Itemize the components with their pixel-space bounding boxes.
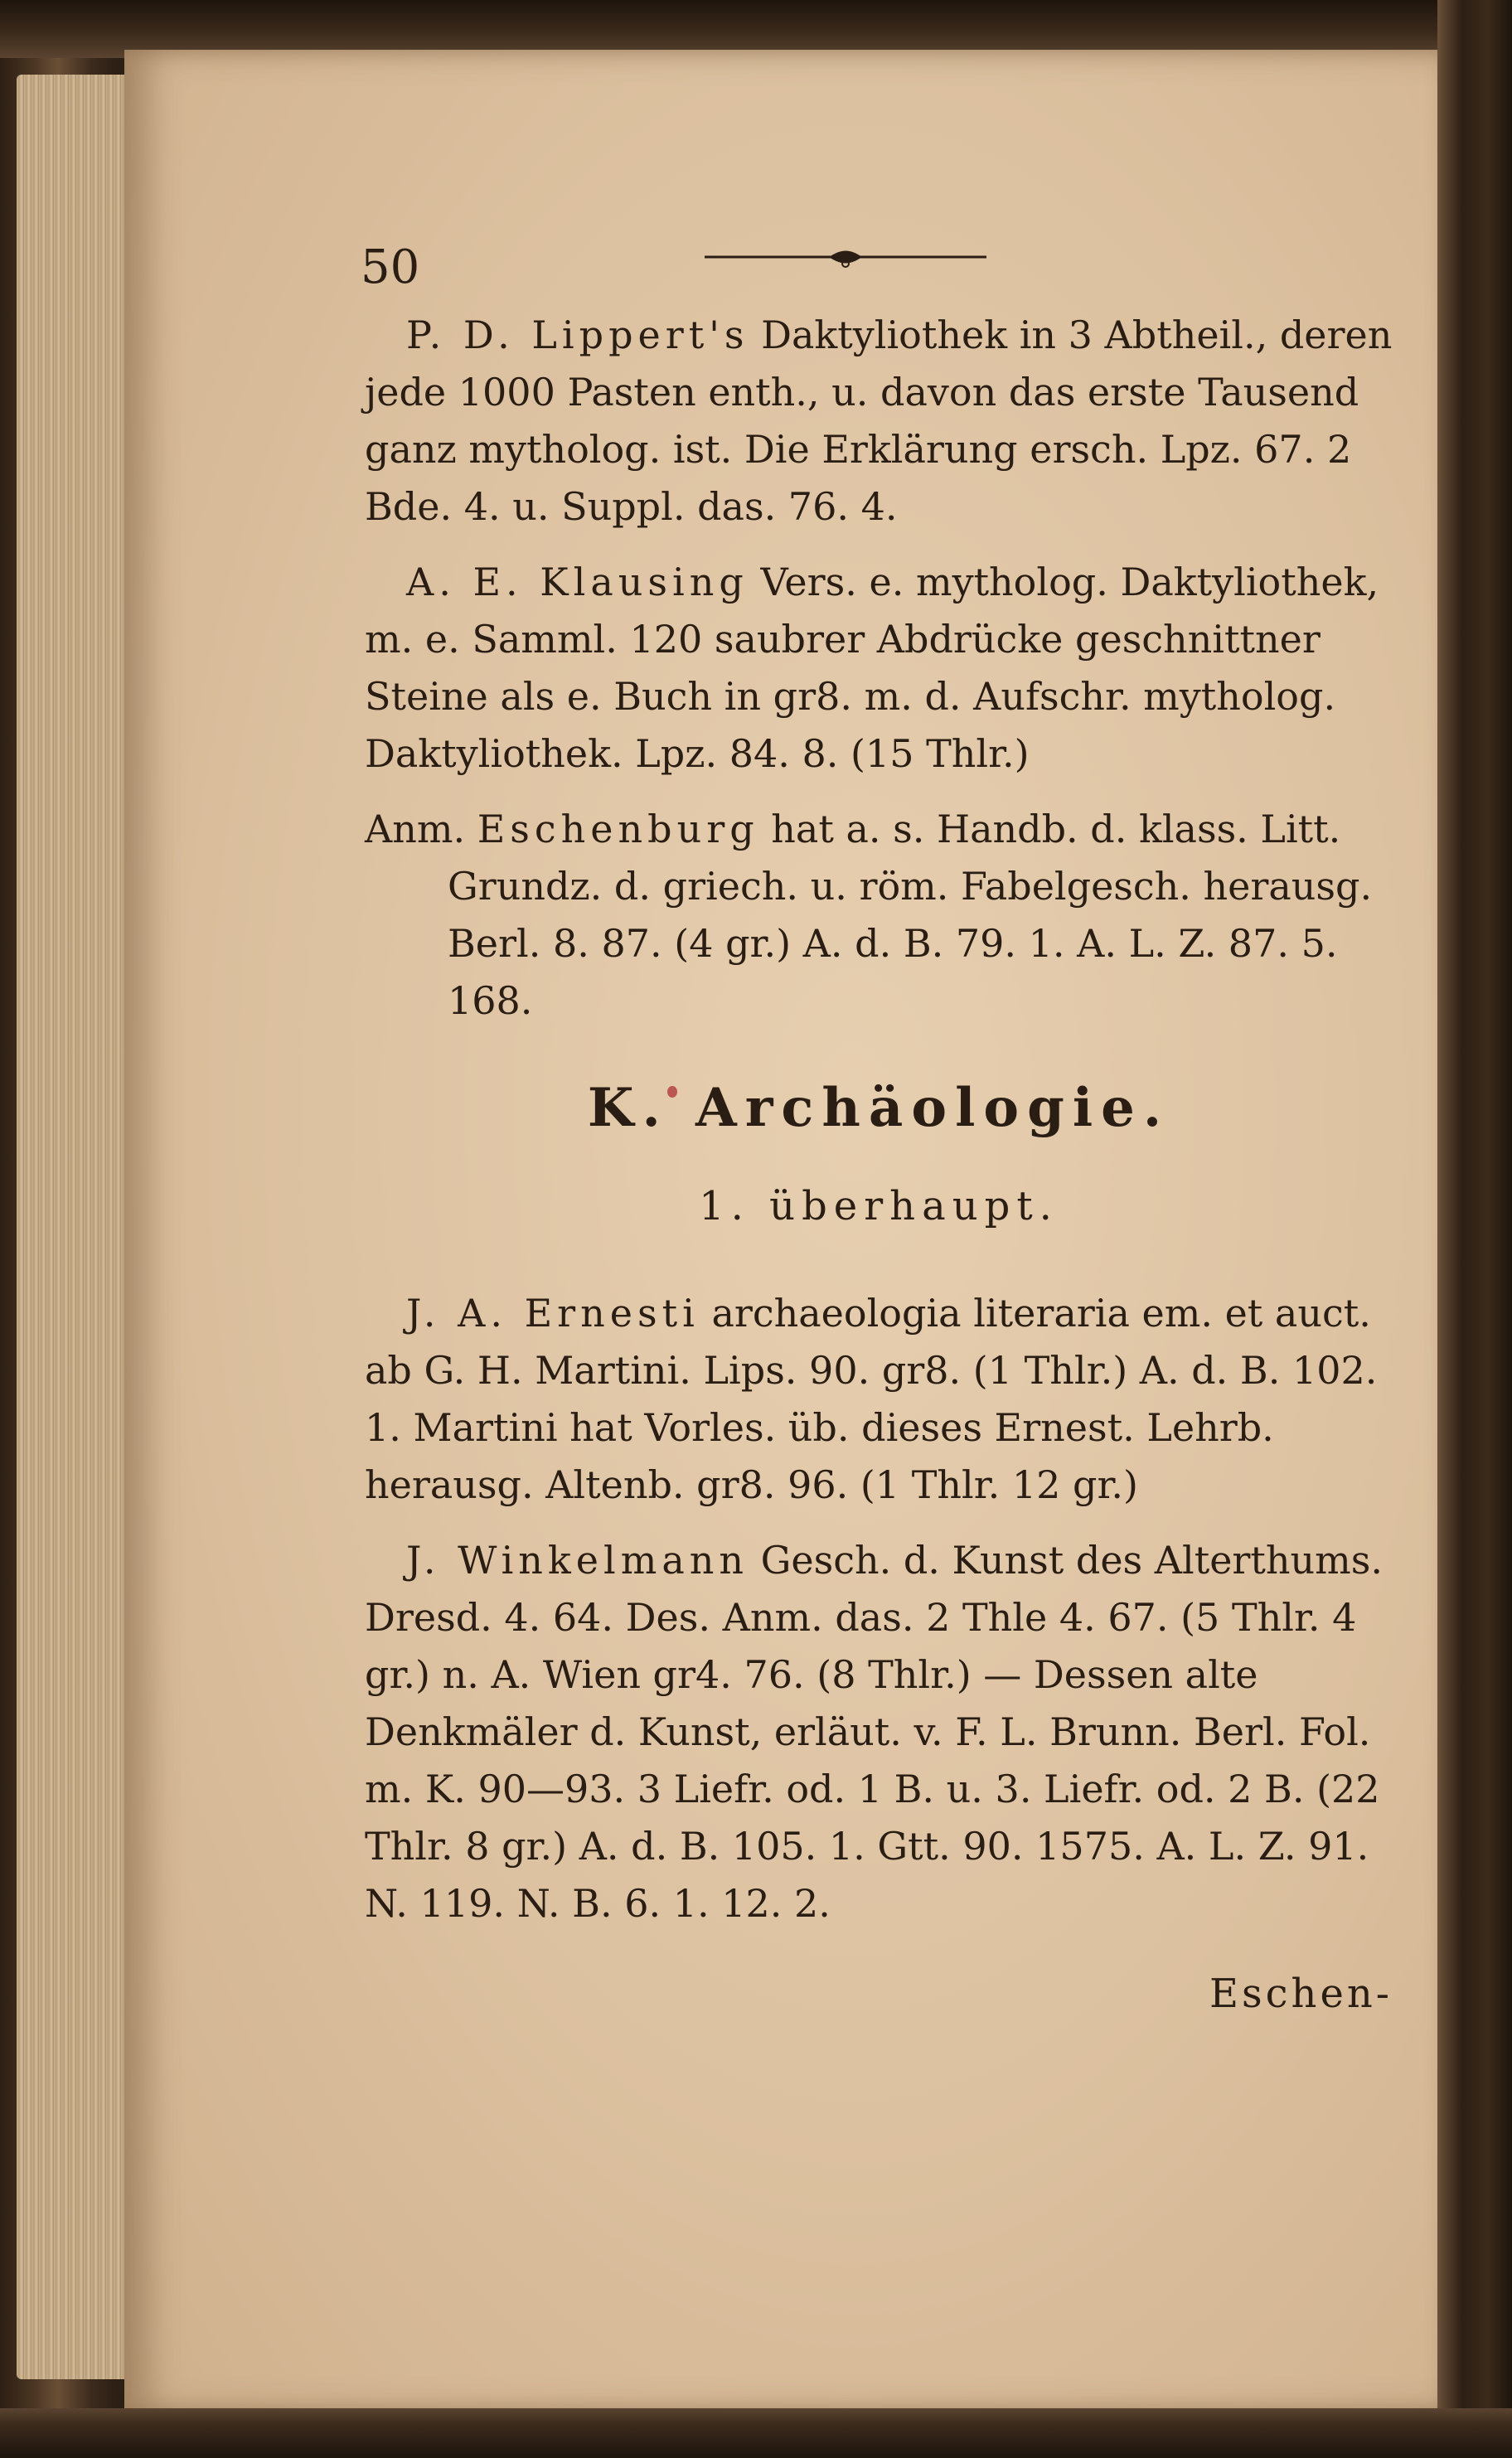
subsection-heading: 1. überhaupt.: [699, 1183, 1059, 1229]
section-title: Archäologie.: [695, 1077, 1170, 1139]
entry-klausing: [365, 554, 1393, 783]
catchword: Eschen-: [1209, 1971, 1393, 2017]
entry-author: P. D. Lippert's: [406, 313, 749, 357]
entry-text: Daktyliothek in 3 Abtheil., deren jede 1000 Pasten enth., u. davon das erste Tausend ganz mytholog. ist. Die Erklärung ersch. Lpz. 67. 2 Bde. 4. u. Suppl. das. 76. 4.: [365, 313, 1393, 529]
entry-text: Gesch. d. Kunst des Alterthums. Dresd. 4. 64. Des. Anm. das. 2 Thle 4. 67. (5 Thlr. 4 gr.) n. A. Wien gr4. 76. (8 Thlr.) — Dessen alte Denkmäler d. Kunst, erläut. v. F. L. Brunn. Berl. Fol. m. K. 90—93. 3 Liefr. od. 1 B. u. 3. Liefr. od. 2 B. (22 Thlr. 8 gr.) A. d. B. 105. 1. Gtt. 90. 1575. A. L. Z. 91. N. 119. N. B. 6. 1. 12. 2.: [365, 1538, 1383, 1926]
note-eschenburg: [365, 801, 1393, 1030]
note-label: Anm.: [365, 807, 466, 851]
bottom-binding: [0, 2408, 1512, 2458]
page-text: [365, 240, 1393, 2023]
entry-author: J. Winkelmann: [406, 1538, 749, 1583]
section-heading: [365, 1079, 1393, 1137]
entry-author: A. E. Klausing: [406, 560, 749, 604]
entry-winkelmann: [365, 1532, 1393, 1932]
entry-ernesti: [365, 1285, 1393, 1514]
page-number: 50: [361, 240, 420, 294]
entry-lippert: [365, 307, 1393, 536]
book-gutter: [1437, 0, 1512, 2458]
entry-text: Vers. e. mytholog. Daktyliothek, m. e. Samml. 120 saubrer Abdrücke geschnittner Steine als e. Buch in gr8. m. d. Aufschr. mytholog. Daktyliothek. Lpz. 84. 8. (15 Thlr.): [365, 560, 1379, 776]
entry-author: J. A. Ernesti: [406, 1291, 700, 1336]
note-text: hat a. s. Handb. d. klass. Litt. Grundz. d. griech. u. röm. Fabelgesch. herausg. Berl. 8. 87. (4 gr.) A. d. B. 79. 1. A. L. Z. 87. 5. 168.: [448, 807, 1373, 1023]
entry-text: archaeologia literaria em. et auct. ab G. H. Martini. Lips. 90. gr8. (1 Thlr.) A. d. B. 102. 1. Martini hat Vorles. üb. dieses Ernest. Lehrb. herausg. Altenb. gr8. 96. (1 Thlr. 12 gr.): [365, 1291, 1378, 1507]
page-edges: [17, 75, 141, 2379]
section-letter: K.: [587, 1077, 669, 1139]
note-author: Eschenburg: [477, 807, 759, 851]
